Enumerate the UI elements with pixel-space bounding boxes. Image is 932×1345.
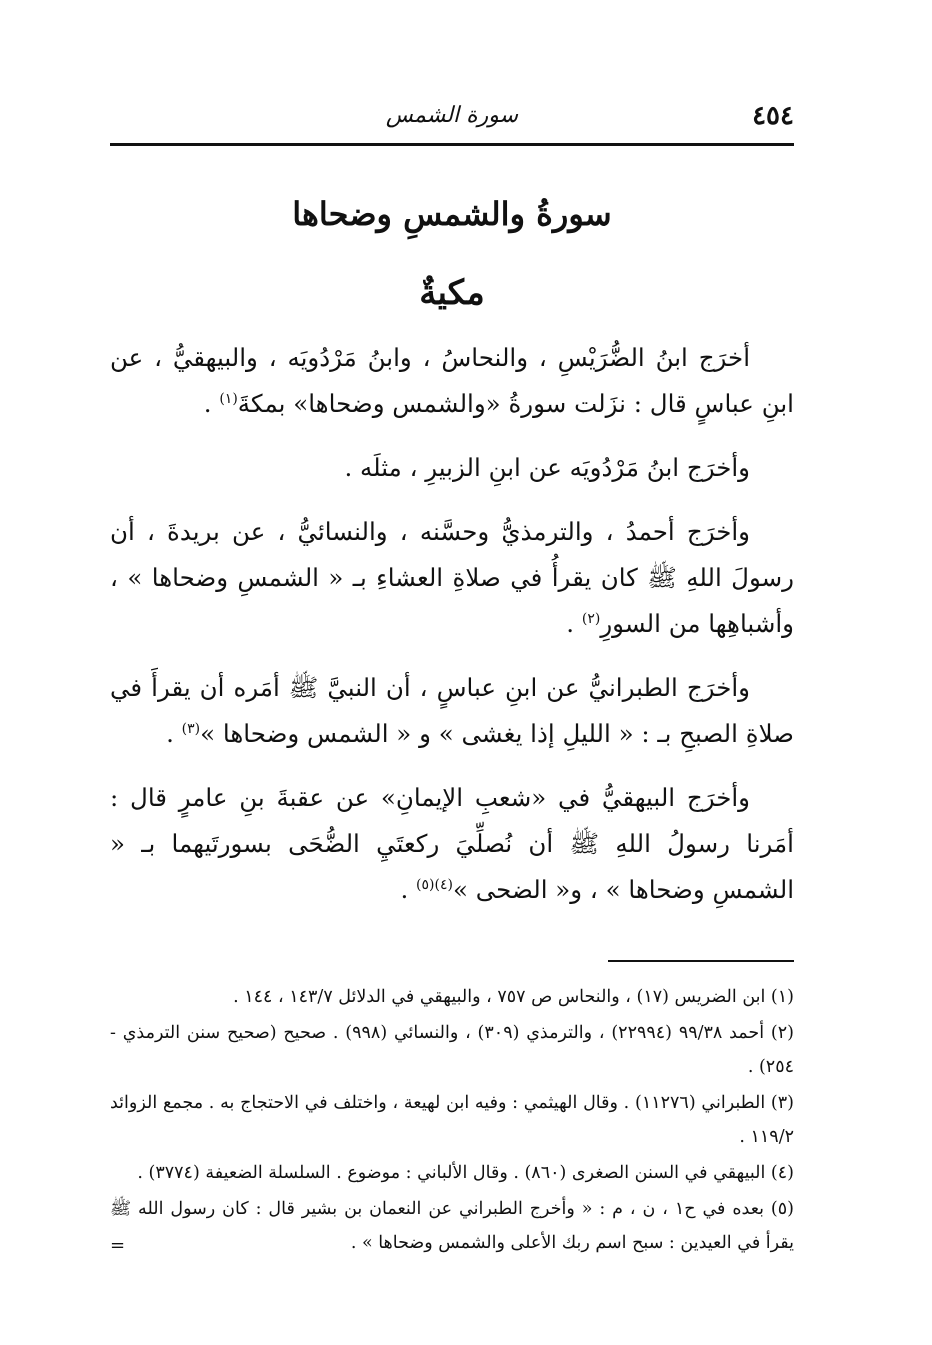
footnote: (٢) أحمد ٩٩/٣٨ (٢٢٩٩٤) ، والترمذي (٣٠٩) ، والنسائي (٩٩٨) . صحيح (صحيح سنن الترمذي - ٢٥٤) . (110, 1023, 794, 1077)
paragraph-text: أخرَج ابنُ الضُّرَيْسِ ، والنحاسُ ، وابنُ مَرْدُويَه ، والبيهقيُّ ، عن ابنِ عباسٍ قال : نزَلت سورةُ «والشمس وضحاها» بمكةَ (110, 343, 794, 418)
footnotes (110, 980, 794, 1262)
footnote-separator (608, 960, 794, 962)
surah-type: مكيةٌ (419, 273, 485, 313)
paragraph (110, 335, 794, 427)
surah-title: سورةُ والشمسِ وضحاها (292, 195, 612, 233)
paragraph-end: . (166, 719, 182, 748)
paragraph-text: وأخرَج أحمدُ ، والترمذيُّ وحسَّنه ، والنسائيُّ ، عن بريدةَ ، أن رسولَ اللهِ ﷺ كان يقرأُ في صلاةِ العشاءِ بـ « الشمسِ وضحاها » ، وأشباهِها من السورِ (110, 517, 794, 638)
book-page (110, 95, 794, 1295)
paragraph-end: . (203, 389, 220, 418)
page-number: ٤٥٤ (752, 101, 794, 131)
body-text (110, 335, 794, 931)
paragraph-end: . (400, 875, 417, 904)
footnote: (٤) البيهقي في السنن الصغرى (٨٦٠) . وقال الألباني : موضوع . السلسلة الضعيفة (٣٧٧٤) . (137, 1163, 794, 1183)
paragraph-end: . (566, 609, 582, 638)
paragraph-text: وأخرَج ابنُ مَرْدُويَه عن ابنِ الزبيرِ ، مثلَه . (344, 453, 750, 482)
footnote: (٥) بعده في ح١ ، ن ، م : « وأخرج الطبراني عن النعمان بن بشير قال : كان رسول الله ﷺ يقرأ في العيدين : سبح اسم ربك الأعلى والشمس وضحاها » . (110, 1199, 794, 1253)
footnote-ref: (١) (219, 390, 238, 407)
footnote-ref: (٢) (581, 610, 601, 627)
paragraph (110, 509, 794, 647)
footnote: (٣) الطبراني (١١٢٧٦) . وقال الهيثمي : وفيه ابن لهيعة ، واختلف في الاحتجاج به . مجمع الزوائد ١١٩/٢ . (110, 1093, 794, 1147)
footnote: (١) ابن الضريس (١٧) ، والنحاس ص ٧٥٧ ، والبيهقي في الدلائل ١٤٣/٧ ، ١٤٤ . (233, 987, 794, 1007)
paragraph (110, 445, 794, 491)
running-title: سورة الشمس (385, 103, 519, 128)
footnote-ref: (٤)(٥) (416, 876, 453, 893)
paragraph (110, 775, 794, 913)
continuation-mark: = (110, 1235, 126, 1256)
page-header (110, 95, 794, 146)
paragraph-text: وأخرَج الطبرانيُّ عن ابنِ عباسٍ ، أن النبيَّ ﷺ أمَره أن يقرأَ في صلاةِ الصبحِ بـ : « الليلِ إذا يغشى » و « الشمس وضحاها » (110, 673, 794, 748)
paragraph (110, 665, 794, 757)
paragraph-text: وأخرَج البيهقيُّ في «شعبِ الإيمانِ» عن عقبةَ بنِ عامرٍ قال : أمَرنا رسولُ اللهِ ﷺ أن نُصلِّيَ ركعتَيِ الضُّحَى بسورتَيهما بـ « الشمسِ وضحاها » ، و« الضحى » (110, 783, 794, 904)
footnote-ref: (٣) (181, 720, 201, 737)
